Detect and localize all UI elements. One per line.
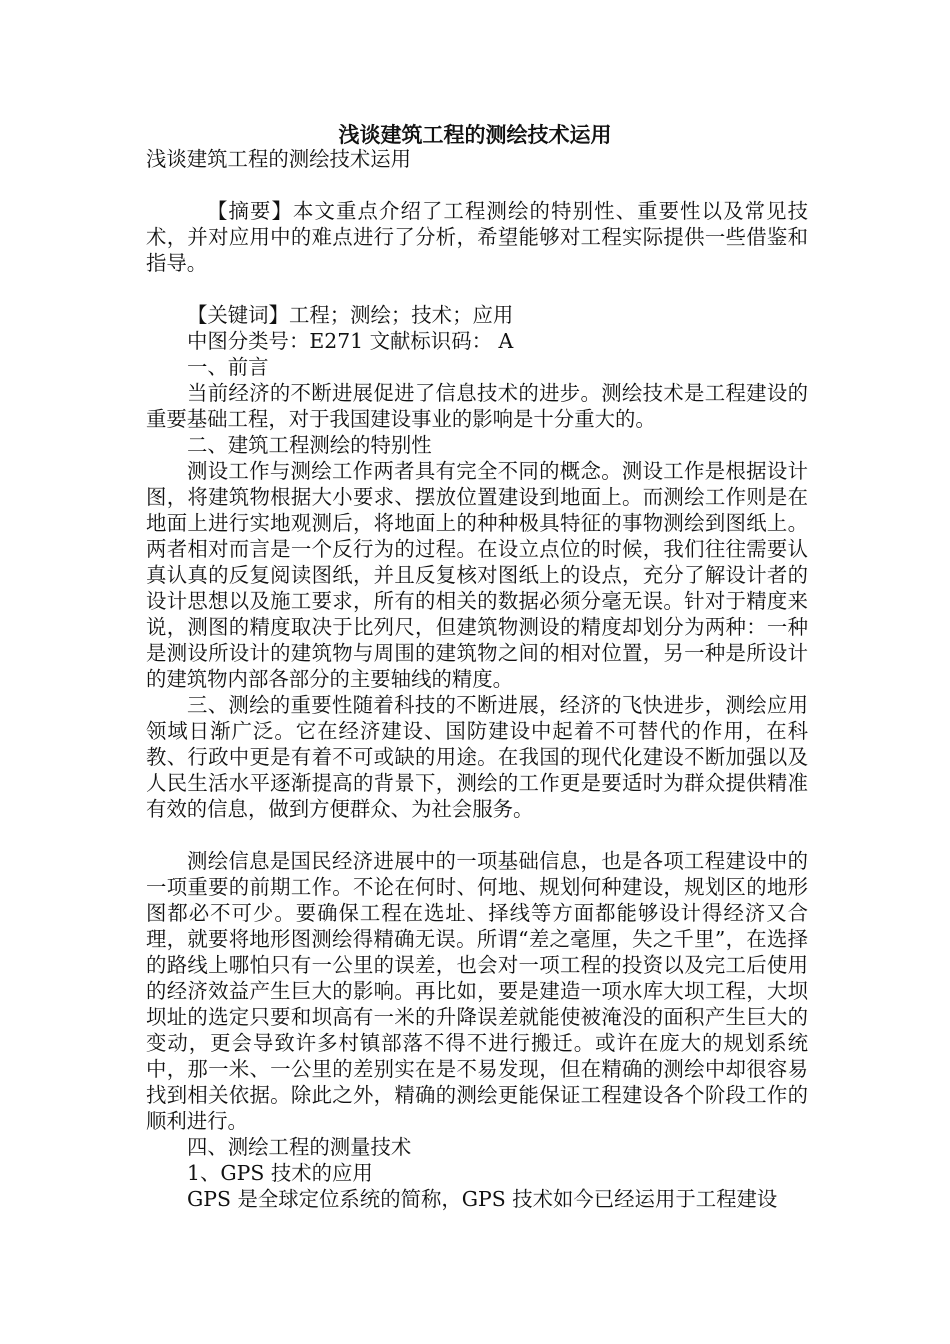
classification-line: 中图分类号：E271 文献标识码： A xyxy=(187,329,514,353)
spacer xyxy=(146,822,808,848)
document-title: 浅谈建筑工程的测绘技术运用 xyxy=(338,122,612,147)
keywords-line: 【关键词】工程；测绘；技术；应用 xyxy=(187,303,514,327)
body-paragraph: 测设工作与测绘工作两者具有完全不同的概念。测设工作是根据设计图，将建筑物根据大小要求、摆放位置建设到地面上。而测绘工作则是在地面上进行实地观测后，将地面上的种种极具特征的事物测绘到图纸上。两者相对而言是一个反行为的过程。在设立点位的时候，我们往往需要认真认真的反复阅读图纸，并且反复核对图纸上的设点，充分了解设计者的设计思想以及施工要求，所有的相关的数据必须分毫无误。针对于精度来说，测图的精度取决于比列尺，但建筑物测设的精度却划分为两种：一种是测设所设计的建筑物与周围的建筑物之间的相对位置，另一种是所设计的建筑物内部各部分的主要轴线的精度。 xyxy=(146,459,808,691)
section-heading: 四、测绘工程的测量技术 xyxy=(187,1135,412,1159)
document-body xyxy=(146,146,808,1212)
body-paragraph: 当前经济的不断进展促进了信息技术的进步。测绘技术是工程建设的重要基础工程，对于我国建设事业的影响是十分重大的。 xyxy=(146,381,808,431)
section-heading: 二、建筑工程测绘的特别性 xyxy=(187,433,432,457)
spacer xyxy=(146,172,808,198)
subsection-heading: 1、GPS 技术的应用 xyxy=(187,1161,373,1185)
section-heading: 一、前言 xyxy=(187,355,269,379)
body-paragraph: 测绘信息是国民经济进展中的一项基础信息，也是各项工程建设中的一项重要的前期工作。不论在何时、何地、规划何种建设，规划区的地形图都必不可少。要确保工程在选址、择线等方面都能够设计得经济又合理，就要将地形图测绘得精确无误。所谓“差之毫厘，失之千里”，在选择的路线上哪怕只有一公里的误差，也会对一项工程的投资以及完工后使用的经济效益产生巨大的影响。再比如，要是建造一项水库大坝工程，大坝坝址的选定只要和坝高有一米的升降误差就能使被淹没的面积产生巨大的变动，更会导致许多村镇部落不得不进行搬迁。或许在庞大的规划系统中，那一米、一公里的差别实在是不易发现，但在精确的测绘中却很容易找到相关依据。除此之外，精确的测绘更能保证工程建设各个阶段工作的顺利进行。 xyxy=(146,849,808,1133)
body-paragraph: 三、测绘的重要性随着科技的不断进展，经济的飞快进步，测绘应用领域日渐广泛。它在经济建设、国防建设中起着不可替代的作用，在科教、行政中更是有着不可或缺的用途。在我国的现代化建设不断加强以及人民生活水平逐渐提高的背景下，测绘的工作更是要适时为群众提供精准有效的信息，做到方便群众、为社会服务。 xyxy=(146,693,808,821)
body-paragraph: GPS 是全球定位系统的简称，GPS 技术如今已经运用于工程建设 xyxy=(187,1187,778,1211)
abstract-paragraph: 【摘要】本文重点介绍了工程测绘的特别性、重要性以及常见技术，并对应用中的难点进行了分析，希望能够对工程实际提供一些借鉴和指导。 xyxy=(146,199,808,275)
document-subtitle: 浅谈建筑工程的测绘技术运用 xyxy=(146,147,412,171)
spacer xyxy=(146,276,808,302)
